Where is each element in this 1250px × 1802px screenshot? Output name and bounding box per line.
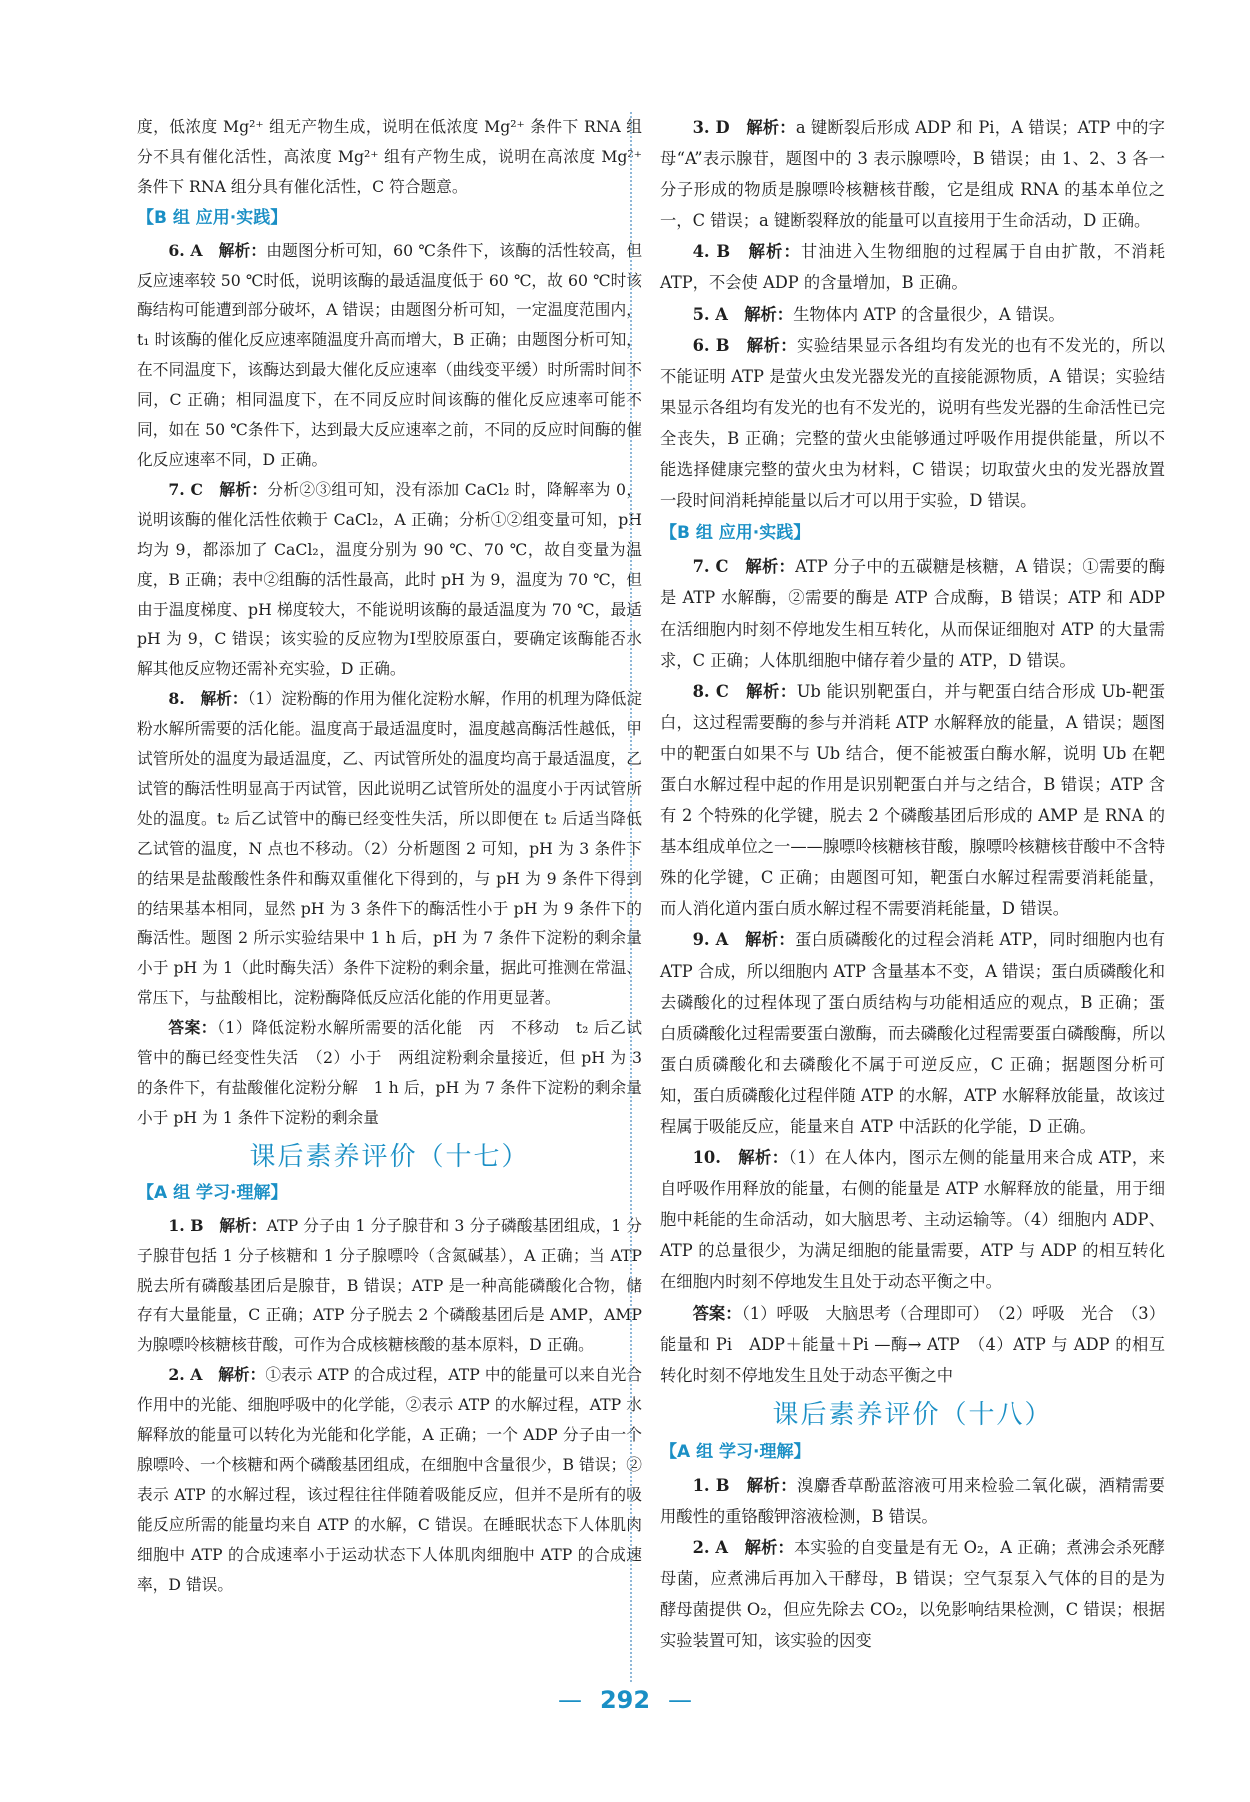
item-label: 解析： xyxy=(219,479,268,499)
item-text: ATP 分子由 1 分子腺苷和 3 分子磷酸基团组成，1 分子腺苷包括 1 分子核糖和 1 分子腺嘌呤（含氮碱基），A 正确；当 ATP 脱去所有磷酸基团后是腺苷，B 错误；ATP 是一种高能磷酸化合物，储存有大量能量，C 正确；ATP 分子脱去 2 个磷酸基团后是 AMP，AMP 为腺嘌呤核糖核苷酸，可作为合成核糖核酸的基本原料，D 正确。 xyxy=(137,1215,642,1355)
item-number: 9. A xyxy=(692,930,729,950)
item-text: 本实验的自变量是有无 O₂，A 正确；煮沸会杀死酵母菌，应煮沸后再加入干酵母，B 错误；空气泵泵入气体的目的是为酵母菌提供 O₂，但应先除去 CO₂，以免影响结果检测，C 错误；根据实验装置可知，该实验的因变 xyxy=(660,1538,1165,1651)
item-text: 蛋白质磷酸化的过程会消耗 ATP，同时细胞内也有 ATP 合成，所以细胞内 ATP 含量基本不变，A 错误；蛋白质磷酸化和去磷酸化的过程体现了蛋白质结构与功能相适应的观点，B 正确；蛋白质磷酸化过程需要蛋白激酶，而去磷酸化过程需要蛋白磷酸酶，所以蛋白质磷酸化和去磷酸化不属于可逆反应，C 正确；据题图分析可知，蛋白质磷酸化过程伴随 ATP 的水解，ATP 水解释放能量，故该过程属于吸能反应，能量来自 ATP 中活跃的化学能，D 正确。 xyxy=(660,930,1165,1136)
item-text: （1）淀粉酶的作用为催化淀粉水解，作用的机理为降低淀粉水解所需要的活化能。温度高于最适温度时，温度越高酶活性越低，甲试管所处的温度为最适温度，乙、丙试管所处的温度均高于最适温度，乙试管的酶活性明显高于丙试管，因此说明乙试管所处的温度小于丙试管所处的温度。t₂ 后乙试管中的酶已经变性失活，所以即便在 t₂ 后适当降低乙试管的温度，N 点也不移动。（2）分析题图 2 可知，pH 为 3 条件下的结果是盐酸酸性条件和酶双重催化下得到的，与 pH 为 9 条件下得到的结果基本相同，显然 pH 为 3 条件下的酶活性小于 pH 为 9 条件下的酶活性。题图 2 所示实验结果中 1 h 后，pH 为 7 条件下淀粉的剩余量小于 pH 为 1（此时酶失活）条件下淀粉的剩余量，据此可推测在常温、常压下，与盐酸相比，淀粉酶降低反应活化能的作用更显著。 xyxy=(137,689,642,1008)
item-text: 溴麝香草酚蓝溶液可用来检验二氧化碳，酒精需要用酸性的重铬酸钾溶液检测，B 错误。 xyxy=(660,1475,1165,1527)
answer-paragraph xyxy=(660,1298,1165,1391)
answer-item xyxy=(660,1142,1165,1297)
left-column xyxy=(137,112,642,1600)
answer-item xyxy=(137,236,642,475)
item-number: 7. C xyxy=(692,557,729,577)
item-number: 6. A xyxy=(168,240,203,260)
item-label: 解析： xyxy=(738,1148,789,1168)
item-text: 分析②③组可知，没有添加 CaCl₂ 时，降解率为 0，说明该酶的催化活性依赖于 CaCl₂，A 正确；分析①②组变量可知，pH 均为 9，都添加了 CaCl₂，温度分别为 90 ℃、70 ℃，故自变量为温度，B 正确；表中②组酶的活性最高，此时 pH 为 9，温度为 70 ℃，但由于温度梯度、pH 梯度较大，不能说明该酶的最适温度为 70 ℃，最适 pH 为 9，C 错误；该实验的反应物为Ⅰ型胶原蛋白，要确定该酶能否水解其他反应物还需补充实验，D 正确。 xyxy=(137,479,643,679)
item-text: ①表示 ATP 的合成过程，ATP 中的能量可以来自光合作用中的光能、细胞呼吸中的化学能，②表示 ATP 的水解过程，ATP 水解释放的能量可以转化为光能和化学能，A 正确；一个 ADP 分子由一个腺嘌呤、一个核糖和两个磷酸基团组成，在细胞中含量很少，B 错误；②表示 ATP 的水解过程，该过程往往伴随着吸能反应，但并不是所有的吸能反应所需的能量均来自 ATP 的水解，C 错误。在睡眠状态下人体肌肉细胞中 ATP 的合成速率小于运动状态下人体肌肉细胞中 ATP 的合成速率，D 错误。 xyxy=(137,1365,642,1594)
item-label: 解析： xyxy=(746,681,797,701)
column-divider xyxy=(630,112,632,1682)
answer-label: 答案： xyxy=(692,1303,742,1323)
item-number: 6. B xyxy=(692,335,730,355)
item-label: 解析： xyxy=(746,1475,797,1495)
section-tag: 【A 组 学习·理解】 xyxy=(660,1441,811,1462)
item-label: 解析： xyxy=(744,1538,794,1558)
answer-item xyxy=(660,112,1165,236)
item-number: 10. xyxy=(692,1148,721,1168)
answer-item xyxy=(660,1532,1165,1656)
answer-text: （1）呼吸 大脑思考（合理即可） （2）呼吸 光合 （3）能量和 Pi ADP＋能量＋Pi —酶→ ATP （4）ATP 与 ADP 的相互转化时刻不停地发生且处于动态平衡之中 xyxy=(660,1303,1165,1385)
answer-item xyxy=(137,684,642,1013)
item-label: 解析： xyxy=(748,242,801,262)
answer-paragraph xyxy=(137,1013,642,1133)
section-tag: 【B 组 应用·实践】 xyxy=(137,207,288,228)
item-number: 2. A xyxy=(692,1538,729,1558)
item-number: 2. A xyxy=(168,1365,203,1385)
item-number: 1. B xyxy=(692,1475,730,1495)
answer-item xyxy=(660,551,1165,675)
item-number: 3. D xyxy=(692,118,730,137)
section-tag: 【B 组 应用·实践】 xyxy=(660,523,811,544)
item-label: 解析： xyxy=(218,240,267,260)
item-number: 8. C xyxy=(692,681,729,701)
answer-item xyxy=(660,1470,1165,1532)
item-label: 解析： xyxy=(745,557,796,577)
answer-item xyxy=(137,1211,642,1361)
item-label: 解析： xyxy=(746,335,797,355)
item-number: 5. A xyxy=(692,304,728,324)
answer-item xyxy=(660,299,1165,330)
item-label: 解析： xyxy=(218,1365,266,1385)
answer-item xyxy=(660,676,1165,925)
answer-item xyxy=(660,924,1165,1142)
item-label: 解析： xyxy=(745,930,795,950)
item-label: 解析： xyxy=(219,1215,267,1235)
item-number: 1. B xyxy=(168,1215,204,1235)
answer-text: （1）降低淀粉水解所需要的活化能 丙 不移动 t₂ 后乙试管中的酶已经变性失活 （2）小于 两组淀粉剩余量接近，但 pH 为 3 的条件下，有盐酸催化淀粉分解 1 h 后，pH 为 7 条件下淀粉的剩余量小于 pH 为 1 条件下淀粉的剩余量 xyxy=(137,1018,642,1127)
item-label: 解析： xyxy=(200,689,248,709)
item-text: 甘油进入生物细胞的过程属于自由扩散，不消耗 ATP，不会使 ADP 的含量增加，B 正确。 xyxy=(660,242,1165,293)
section-title: 课后素养评价（十七） xyxy=(249,1141,530,1172)
item-number: 8. xyxy=(168,689,185,709)
item-number: 4. B xyxy=(692,242,731,262)
page-number-value: 292 xyxy=(599,1686,651,1714)
answer-item xyxy=(660,330,1165,517)
section-tag: 【A 组 学习·理解】 xyxy=(137,1182,288,1203)
answer-label: 答案： xyxy=(168,1018,217,1038)
page-number xyxy=(0,1686,1250,1714)
answer-item xyxy=(137,475,642,684)
page-number-dash-left: — xyxy=(557,1686,582,1714)
page-number-dash-right: — xyxy=(668,1686,693,1714)
item-label: 解析： xyxy=(744,304,794,324)
item-text: ATP 分子中的五碳糖是核糖，A 错误；①需要的酶是 ATP 水解酶，②需要的酶是 ATP 合成酶，B 错误；ATP 和 ADP 在活细胞内时刻不停地发生相互转化，从而保证细胞对 ATP 的大量需求，C 正确；人体肌细胞中储存着少量的 ATP，D 错误。 xyxy=(660,557,1165,670)
continued-paragraph: 度，低浓度 Mg²⁺ 组无产物生成，说明在低浓度 Mg²⁺ 条件下 RNA 组分不具有催化活性，高浓度 Mg²⁺ 组有产物生成，说明在高浓度 Mg²⁺ 条件下 RNA 组分具有催化活性，C 符合题意。 xyxy=(137,117,642,196)
right-column xyxy=(660,112,1165,1657)
item-text: 由题图分析可知，60 ℃条件下，该酶的活性较高，但反应速率较 50 ℃时低，说明该酶的最适温度低于 60 ℃，故 60 ℃时该酶结构可能遭到部分破坏，A 错误；由题图分析可知，一定温度范围内，t₁ 时该酶的催化反应速率随温度升高而增大，B 正确；由题图分析可知，在不同温度下，该酶达到最大催化反应速率（曲线变平缓）时所需时间不同，C 正确；相同温度下，在不同反应时间该酶的催化反应速率可能不同，如在 50 ℃条件下，达到最大反应速率之前，不同的反应时间酶的催化反应速率不同，D 正确。 xyxy=(137,240,643,469)
item-text: Ub 能识别靶蛋白，并与靶蛋白结合形成 Ub-靶蛋白，这过程需要酶的参与并消耗 ATP 水解释放的能量，A 错误；题图中的靶蛋白如果不与 Ub 结合，便不能被蛋白酶水解，说明 Ub 在靶蛋白水解过程中起的作用是识别靶蛋白并与之结合，B 错误；ATP 含有 2 个特殊的化学键，脱去 2 个磷酸基团后形成的 AMP 是 RNA 的基本组成单位之一——腺嘌呤核糖核苷酸，腺嘌呤核糖核苷酸中不含特殊的化学键，C 正确；由题图可知，靶蛋白水解过程需要消耗能量，而人消化道内蛋白质水解过程不需要消耗能量，D 错误。 xyxy=(660,681,1165,919)
answer-item xyxy=(660,236,1165,298)
item-label: 解析： xyxy=(746,118,796,137)
item-number: 7. C xyxy=(168,479,204,499)
item-text: （1）在人体内，图示左侧的能量用来合成 ATP，来自呼吸作用释放的能量，右侧的能量是 ATP 水解释放的能量，用于细胞中耗能的生命活动，如大脑思考、主动运输等。（4）细胞内 ADP、ATP 的总量很少，为满足细胞的能量需要，ATP 与 ADP 的相互转化在细胞内时刻不停地发生且处于动态平衡之中。 xyxy=(660,1148,1165,1292)
item-text: 生物体内 ATP 的含量很少，A 错误。 xyxy=(793,304,1065,324)
item-text: 实验结果显示各组均有发光的也有不发光的，所以不能证明 ATP 是萤火虫发光器发光的直接能源物质，A 错误；实验结果显示各组均有发光的也有不发光的，说明有些发光器的生命活性已完全丧失，B 正确；完整的萤火虫能够通过呼吸作用提供能量，所以不能选择健康完整的萤火虫为材料，C 错误；切取萤火虫的发光器放置一段时间消耗掉能量以后才可以用于实验，D 错误。 xyxy=(660,335,1165,511)
item-text: a 键断裂后形成 ADP 和 Pi，A 错误；ATP 中的字母“A”表示腺苷，题图中的 3 表示腺嘌呤，B 错误；由 1、2、3 各一分子形成的物质是腺嘌呤核糖核苷酸，它是组成 RNA 的基本单位之一，C 错误；a 键断裂释放的能量可以直接用于生命活动，D 正确。 xyxy=(660,118,1165,231)
section-title: 课后素养评价（十八） xyxy=(772,1399,1053,1430)
answer-item xyxy=(137,1360,642,1599)
